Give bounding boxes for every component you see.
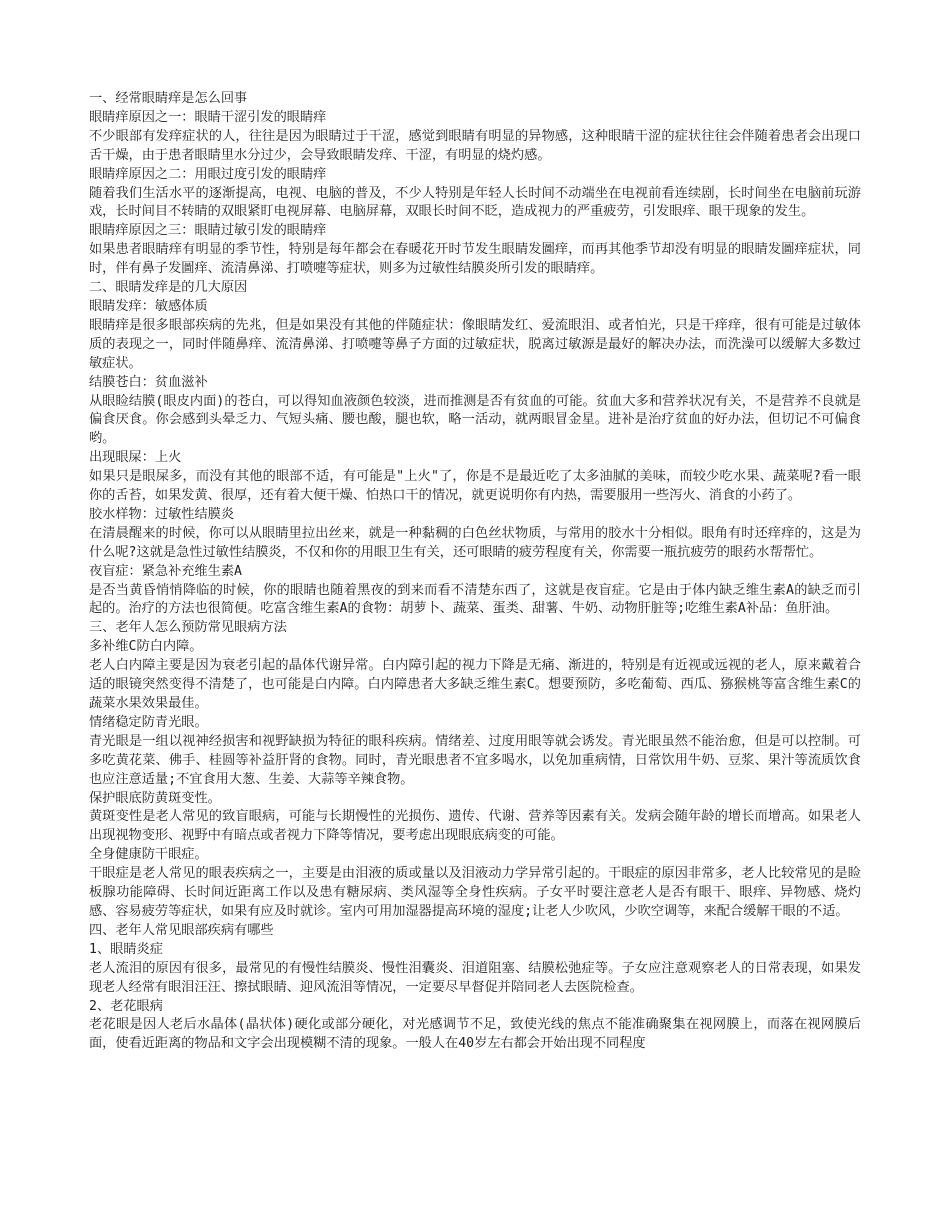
paragraph: 老花眼是因人老后水晶体(晶状体)硬化或部分硬化，对光感调节不足，致使光线的焦点不能准确聚集在视网膜上，而落在视网膜后面，使看近距离的物品和文字会出现模糊不清的现象。一般人在40岁左右都会开始出现不同程度 [89, 1017, 861, 1052]
subheading: 出现眼屎：上火 [89, 450, 182, 466]
paragraph: 老人白内障主要是因为衰老引起的晶体代谢异常。白内障引起的视力下降是无痛、渐进的，特别是有近视或远视的老人，原来戴着合适的眼镜突然变得不清楚了，也可能是白内障。白内障患者大多缺乏维生素C。想要预防，多吃葡萄、西瓜、猕猴桃等富含维生素C的蔬菜水果效果最佳。 [89, 658, 861, 711]
subheading: 眼睛发痒：敏感体质 [89, 298, 208, 314]
subheading: 眼睛痒原因之二：用眼过度引发的眼睛痒 [89, 166, 327, 182]
subheading: 胶水样物：过敏性结膜炎 [89, 506, 235, 522]
paragraph: 如果只是眼屎多，而没有其他的眼部不适，有可能是"上火"了，你是不是最近吃了太多油腻的美味，而较少吃水果、蔬菜呢?看一眼你的舌苔，如果发黄、很厚，还有着大便干燥、怕热口干的情况，就更说明你有内热，需要服用一些泻火、消食的小药了。 [89, 469, 861, 504]
article [89, 90, 861, 1054]
subheading: 结膜苍白：贫血滋补 [89, 374, 208, 390]
subheading: 多补维C防白内障。 [89, 639, 203, 655]
subheading: 眼睛痒原因之三：眼睛过敏引发的眼睛痒 [89, 223, 327, 239]
section-heading-1: 一、经常眼睛痒是怎么回事 [89, 91, 248, 106]
subheading: 眼睛痒原因之一：眼睛干涩引发的眼睛痒 [89, 109, 327, 125]
paragraph: 老人流泪的原因有很多，最常见的有慢性结膜炎、慢性泪囊炎、泪道阻塞、结膜松弛症等。子女应注意观察老人的日常表现，如果发现老人经常有眼泪汪汪、擦拭眼睛、迎风流泪等情况，一定要尽早督促并陪同老人去医院检查。 [89, 960, 861, 995]
paragraph: 黄斑变性是老人常见的致盲眼病，可能与长期慢性的光损伤、遗传、代谢、营养等因素有关。发病会随年龄的增长而增高。如果老人出现视物变形、视野中有暗点或者视力下降等情况，要考虑出现眼底病变的可能。 [89, 809, 861, 844]
subheading: 夜盲症：紧急补充维生素A [89, 563, 243, 579]
section-heading-3: 三、老年人怎么预防常见眼病方法 [89, 620, 287, 636]
paragraph: 随着我们生活水平的逐渐提高，电视、电脑的普及，不少人特别是年轻人长时间不动端坐在电视前看连续剧，长时间坐在电脑前玩游戏，长时间目不转睛的双眼紧盯电视屏幕、电脑屏幕，双眼长时间不眨，造成视力的严重疲劳，引发眼痒、眼干现象的发生。 [89, 185, 861, 220]
paragraph: 青光眼是一组以视神经损害和视野缺损为特征的眼科疾病。情绪差、过度用眼等就会诱发。青光眼虽然不能治愈，但是可以控制。可多吃黄花菜、佛手、桂圆等补益肝肾的食物。同时，青光眼患者不宜多喝水，以免加重病情，日常饮用牛奶、豆浆、果汁等流质饮食也应注意适量;不宜食用大葱、生姜、大蒜等辛辣食物。 [89, 733, 861, 787]
section-heading-2: 二、眼睛发痒是的几大原因 [89, 280, 248, 296]
paragraph: 从眼睑结膜(眼皮内面)的苍白，可以得知血液颜色较淡，进而推测是否有贫血的可能。贫血大多和营养状况有关，不是营养不良就是偏食厌食。你会感到头晕乏力、气短头痛、腰也酸，腿也软，略一活动，就两眼冒金星。进补是治疗贫血的好办法，但切记不可偏食哟。 [89, 393, 861, 447]
subheading: 1、眼睛炎症 [89, 941, 163, 957]
subheading: 全身健康防干眼症。 [89, 847, 208, 863]
subheading: 2、老花眼病 [89, 998, 163, 1014]
paragraph: 不少眼部有发痒症状的人，往往是因为眼睛过于干涩，感觉到眼睛有明显的异物感，这种眼睛干涩的症状往往会伴随着患者会出现口舌干燥，由于患者眼睛里水分过少，会导致眼睛发痒、干涩，有明显的烧灼感。 [89, 128, 861, 163]
paragraph: 眼睛痒是很多眼部疾病的先兆，但是如果没有其他的伴随症状：像眼睛发红、爱流眼泪、或者怕光，只是干痒痒，很有可能是过敏体质的表现之一，同时伴随鼻痒、流清鼻涕、打喷嚏等鼻子方面的过敏症状，脱离过敏源是最好的解决办法，而洗澡可以缓解大多数过敏症状。 [89, 317, 861, 371]
paragraph: 在清晨醒来的时候，你可以从眼睛里拉出丝来，就是一种黏稠的白色丝状物质，与常用的胶水十分相似。眼角有时还痒痒的，这是为什么呢?这就是急性过敏性结膜炎，不仅和你的用眼卫生有关，还可眼睛的疲劳程度有关，你需要一瓶抗疲劳的眼药水帮帮忙。 [89, 525, 861, 560]
section-heading-4: 四、老年人常见眼部疾病有哪些 [89, 922, 274, 938]
paragraph: 如果患者眼睛痒有明显的季节性，特别是每年都会在春暖花开时节发生眼睛发圖痒，而再其他季节却没有明显的眼睛发圖痒症状，同时，伴有鼻子发圖痒、流清鼻涕、打喷嚏等症状，则多为过敏性结膜炎所引发的眼睛痒。 [89, 242, 861, 277]
paragraph: 是否当黄昏悄悄降临的时候，你的眼睛也随着黑夜的到来而看不清楚东西了，这就是夜盲症。它是由于体内缺乏维生素A的缺乏而引起的。治疗的方法也很简便。吃富含维生素A的食物：胡萝卜、蔬菜、蛋类、甜薯、牛奶、动物肝脏等;吃维生素A补品：鱼肝油。 [89, 582, 861, 617]
subheading: 情绪稳定防青光眼。 [89, 714, 208, 730]
paragraph: 干眼症是老人常见的眼表疾病之一，主要是由泪液的质或量以及泪液动力学异常引起的。干眼症的原因非常多，老人比较常见的是睑板腺功能障碍、长时间近距离工作以及患有糖尿病、类风湿等全身性疾病。子女平时要注意老人是否有眼干、眼痒、异物感、烧灼感、容易疲劳等症状，如果有应及时就诊。室内可用加湿器提高环境的湿度;让老人少吹风，少吹空调等，来配合缓解干眼的不适。 [89, 866, 861, 919]
subheading: 保护眼底防黄斑变性。 [89, 790, 221, 806]
